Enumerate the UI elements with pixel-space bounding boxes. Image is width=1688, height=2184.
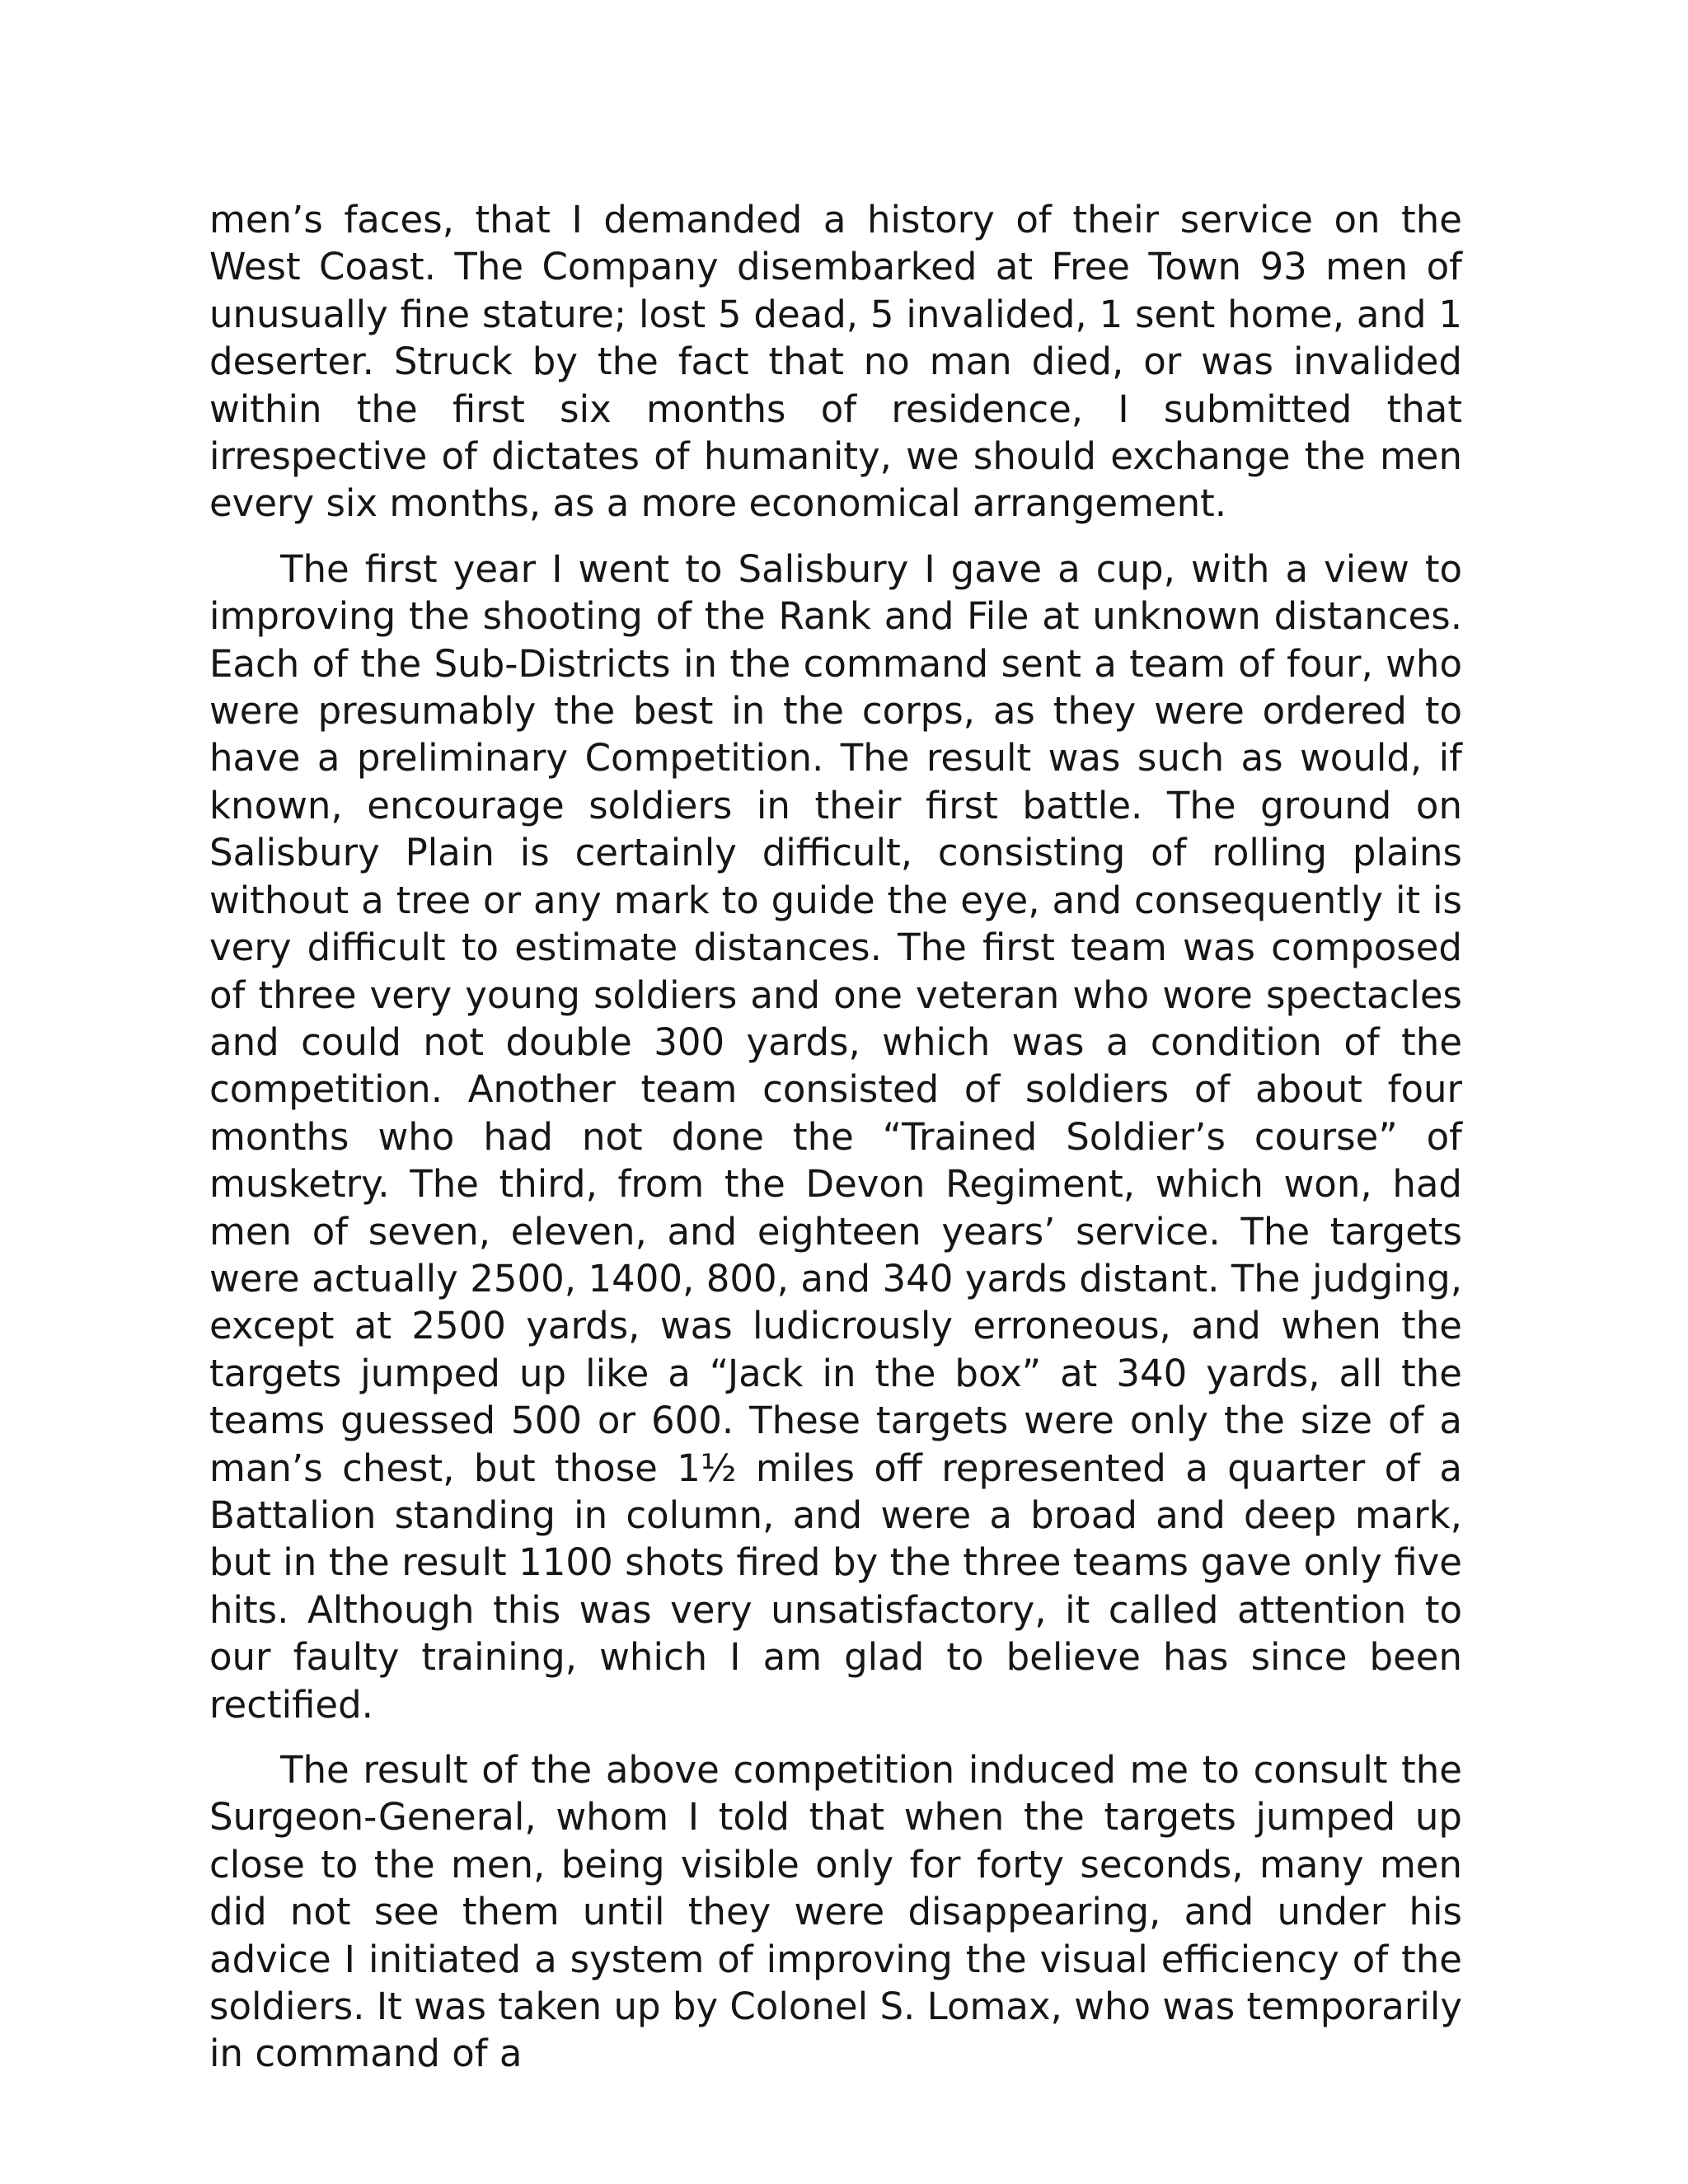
body-text [209, 196, 1462, 2078]
paragraph-3: The result of the above competition induced me to consult the Surgeon-General, whom I told that when the targets jumped up close to the men, being visible only for forty seconds, many men did not see them until they were disappearing, and under his advice I initiated a system of improving the visual efficiency of the soldiers. It was taken up by Colonel S. Lomax, who was temporarily in command of a [209, 1748, 1462, 2076]
paragraph-2: The first year I went to Salisbury I gave a cup, with a view to improving the shooting of the Rank and File at unknown distances. Each of the Sub-Districts in the command sent a team of four, who were presumably the best in the corps, as they were ordered to have a preliminary Competition. The result was such as would, if known, encourage soldiers in their first battle. The ground on Salisbury Plain is certainly difficult, consisting of rolling plains without a tree or any mark to guide the eye, and consequently it is very difficult to estimate distances. The first team was composed of three very young soldiers and one veteran who wore spectacles and could not double 300 yards, which was a condition of the competition. Another team consisted of soldiers of about four months who had not done the “Trained Soldier’s course” of musketry. The third, from the Devon Regiment, which won, had men of seven, eleven, and eighteen years’ service. The targets were actually 2500, 1400, 800, and 340 yards distant. The judging, except at 2500 yards, was ludicrously erroneous, and when the targets jumped up like a “Jack in the box” at 340 yards, all the teams guessed 500 or 600. These targets were only the size of a man’s chest, but those 1½ miles off represented a quarter of a Battalion standing in column, and were a broad and deep mark, but in the result 1100 shots fired by the three teams gave only five hits. Although this was very unsatisfactory, it called attention to our faulty training, which I am glad to believe has since been rectified. [209, 546, 1462, 1727]
paragraph-1: men’s faces, that I demanded a history of their service on the West Coast. The Company disembarked at Free Town 93 men of unusually fine stature; lost 5 dead, 5 invalided, 1 sent home, and 1 deserter. Struck by the fact that no man died, or was invalided within the first six months of residence, I submitted that irrespective of dictates of humanity, we should exchange the men every six months, as a more economical arrangement. [209, 198, 1462, 526]
